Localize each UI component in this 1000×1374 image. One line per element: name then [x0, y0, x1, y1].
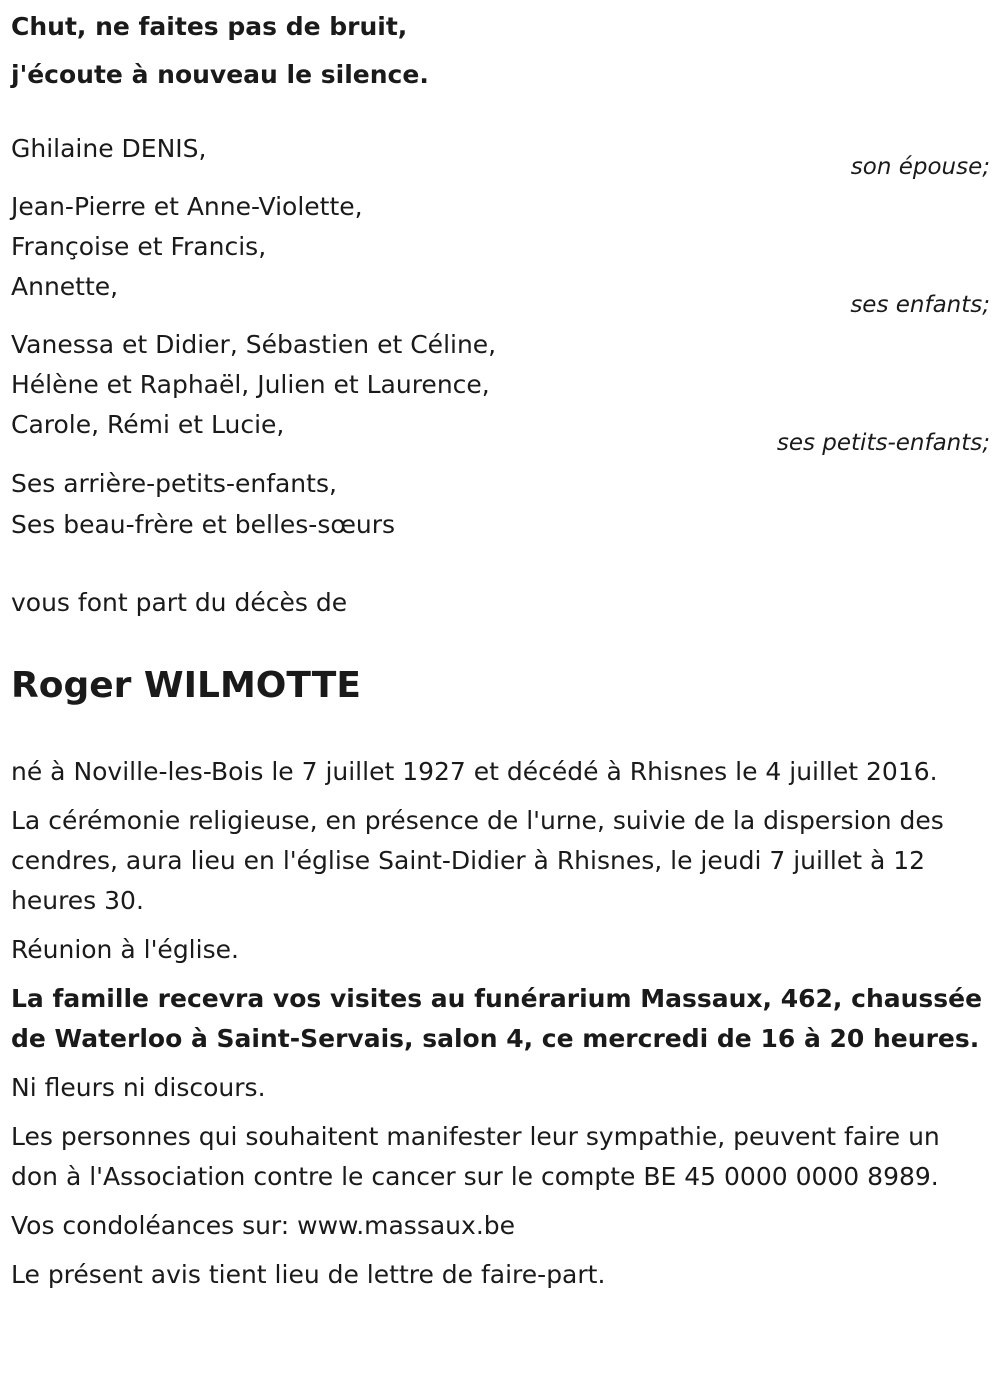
grandchild-name: Carole, Rémi et Lucie, [11, 410, 285, 439]
obituary-notice [11, 3, 990, 1304]
flowers-text: Ni fleurs ni discours. [11, 1073, 266, 1102]
grandchild-name: Hélène et Raphaël, Julien et Laurence, [11, 370, 490, 399]
notice-text: Le présent avis tient lieu de lettre de faire-part. [11, 1260, 606, 1289]
birth-death-text: né à Noville-les-Bois le 7 juillet 1927 et décédé à Rhisnes le 4 juillet 2016. [11, 757, 938, 786]
grandchildren-relation: ses petits-enfants; [776, 430, 990, 456]
spouse-group [11, 129, 990, 179]
meeting-text: Réunion à l'église. [11, 935, 239, 964]
grandchild-name: Vanessa et Didier, Sébastien et Céline, [11, 330, 497, 359]
condolences-text: Vos condoléances sur: www.massaux.be [11, 1211, 516, 1240]
announcement-text: vous font part du décès de [11, 588, 348, 617]
spouse-name: Ghilaine DENIS, [11, 134, 207, 163]
visits-text: La famille recevra vos visites au funérarium Massaux, 462, chaussée de Waterloo à Saint-Servais, salon 4, ce mercredi de 16 à 20 heures. [11, 984, 983, 1053]
epigraph [11, 3, 990, 99]
children-group [11, 187, 990, 317]
child-name: Annette, [11, 272, 119, 301]
epigraph-line-1: Chut, ne faites pas de bruit, [11, 12, 408, 41]
ceremony-text: La cérémonie religieuse, en présence de l'urne, suivie de la dispersion des cendres, aura lieu en l'église Saint-Didier à Rhisnes, le jeudi 7 juillet à 12 heures 30. [11, 806, 944, 915]
deceased-name: Roger WILMOTTE [11, 665, 361, 706]
other-relative-line: Ses arrière-petits-enfants, [11, 469, 337, 498]
children-relation: ses enfants; [850, 292, 990, 318]
other-relatives [11, 463, 990, 545]
grandchildren-group [11, 325, 990, 455]
other-relative-line: Ses beau-frère et belles-sœurs [11, 510, 396, 539]
child-name: Jean-Pierre et Anne-Violette, [11, 192, 363, 221]
epigraph-line-2: j'écoute à nouveau le silence. [11, 60, 429, 89]
child-name: Françoise et Francis, [11, 232, 267, 261]
spouse-relation: son épouse; [850, 154, 990, 180]
family-list [11, 129, 990, 545]
donation-text: Les personnes qui souhaitent manifester leur sympathie, peuvent faire un don à l'Association contre le cancer sur le compte BE 45 0000 0000 8989. [11, 1122, 940, 1191]
